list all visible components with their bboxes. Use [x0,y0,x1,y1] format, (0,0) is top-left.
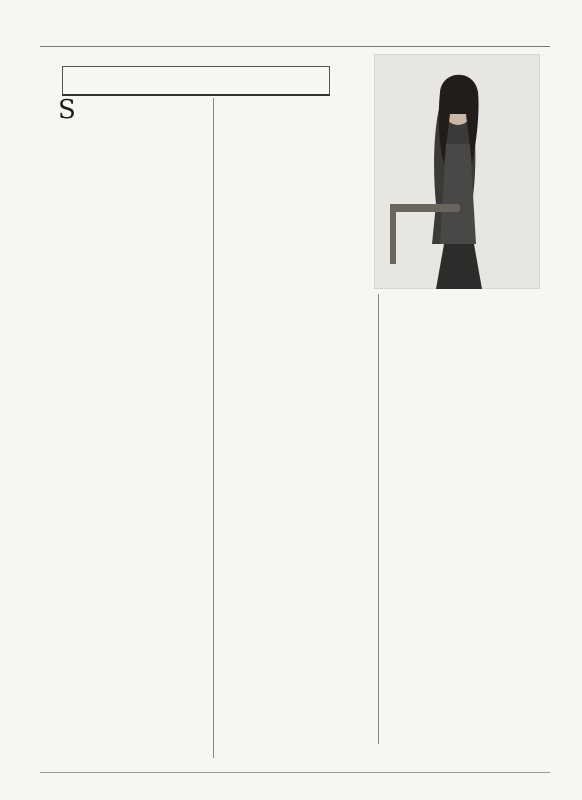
drop-cap: S [58,95,76,125]
article-title [62,66,330,96]
top-rule [40,46,550,47]
ornament-border-top [40,29,550,47]
footer-rule [40,772,550,773]
portrait-photo [374,54,540,289]
column-rule-2 [378,294,379,744]
column-rule-1 [213,98,214,758]
article-column-1 [58,95,202,125]
